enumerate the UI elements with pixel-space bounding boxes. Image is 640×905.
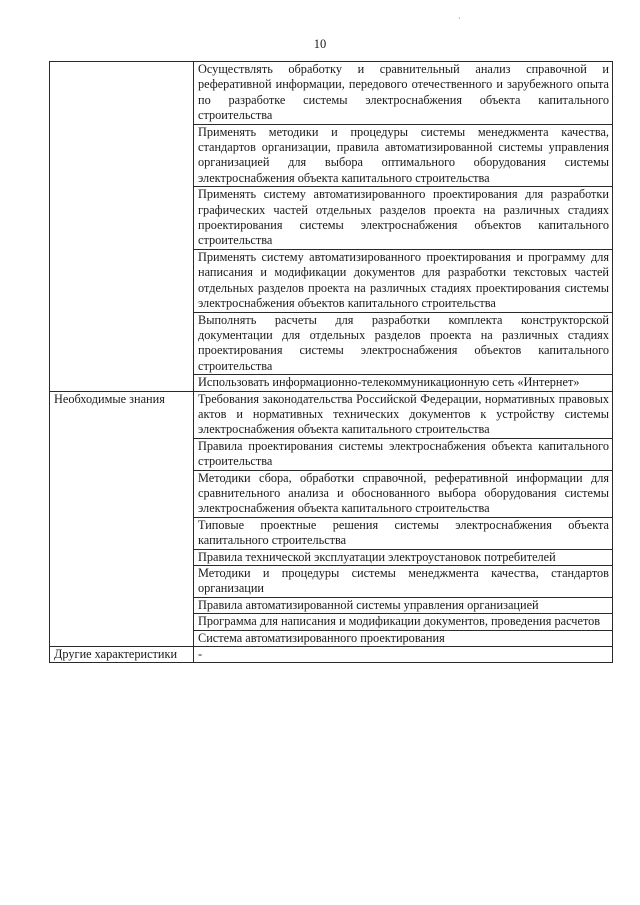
- table-cell: Применять систему автоматизированного проектирования и программу для написания и модификации документов для разработки текстовых частей отдельных разделов проекта на различных стадиях проектирования системы электроснабжения объектов капитального строительства: [194, 249, 613, 312]
- table-cell: Применять методики и процедуры системы менеджмента качества, стандартов организации, правила автоматизированной системы управления организацией для выбора оптимального оборудования системы электроснабжения объекта капитального строительства: [194, 124, 613, 187]
- corner-mark: ·: [458, 14, 461, 23]
- table-row: [50, 62, 613, 125]
- table-cell: Выполнять расчеты для разработки комплекта конструкторской документации для отдельных разделов проекта на различных стадиях проектирования системы электроснабжения объектов капитального строительства: [194, 312, 613, 375]
- table-cell: Правила технической эксплуатации электроустановок потребителей: [194, 549, 613, 565]
- table-cell: -: [194, 647, 613, 663]
- table-cell: Методики и процедуры системы менеджмента качества, стандартов организации: [194, 566, 613, 598]
- table-row: [50, 391, 613, 438]
- table-cell: Программа для написания и модификации документов, проведения расчетов: [194, 614, 613, 630]
- table-cell: Осуществлять обработку и сравнительный анализ справочной и реферативной информации, передового отечественного и зарубежного опыта по разработке системы электроснабжения объекта капитального строительства: [194, 62, 613, 125]
- row-label-skills-continued: [50, 62, 194, 392]
- qualification-table: [49, 61, 613, 663]
- table-row: [50, 647, 613, 663]
- row-label-other-characteristics: Другие характеристики: [50, 647, 194, 663]
- table-cell: Типовые проектные решения системы электроснабжения объекта капитального строительства: [194, 517, 613, 549]
- table-cell: Использовать информационно-телекоммуникационную сеть «Интернет»: [194, 375, 613, 391]
- page-number: 10: [313, 37, 327, 51]
- table-cell: Правила проектирования системы электроснабжения объекта капитального строительства: [194, 438, 613, 470]
- row-label-required-knowledge: Необходимые знания: [50, 391, 194, 647]
- table-cell: Требования законодательства Российской Федерации, нормативных правовых актов и нормативных технических документов к устройству системы электроснабжения объекта капитального строительства: [194, 391, 613, 438]
- table-cell: Правила автоматизированной системы управления организацией: [194, 597, 613, 613]
- table-cell: Система автоматизированного проектирования: [194, 630, 613, 646]
- table-cell: Применять систему автоматизированного проектирования для разработки графических частей отдельных разделов проекта на различных стадиях проектирования системы электроснабжения объектов капитального строительства: [194, 187, 613, 250]
- table-cell: Методики сбора, обработки справочной, реферативной информации для сравнительного анализа и обоснованного выбора оборудования системы электроснабжения объекта капитального строительства: [194, 470, 613, 517]
